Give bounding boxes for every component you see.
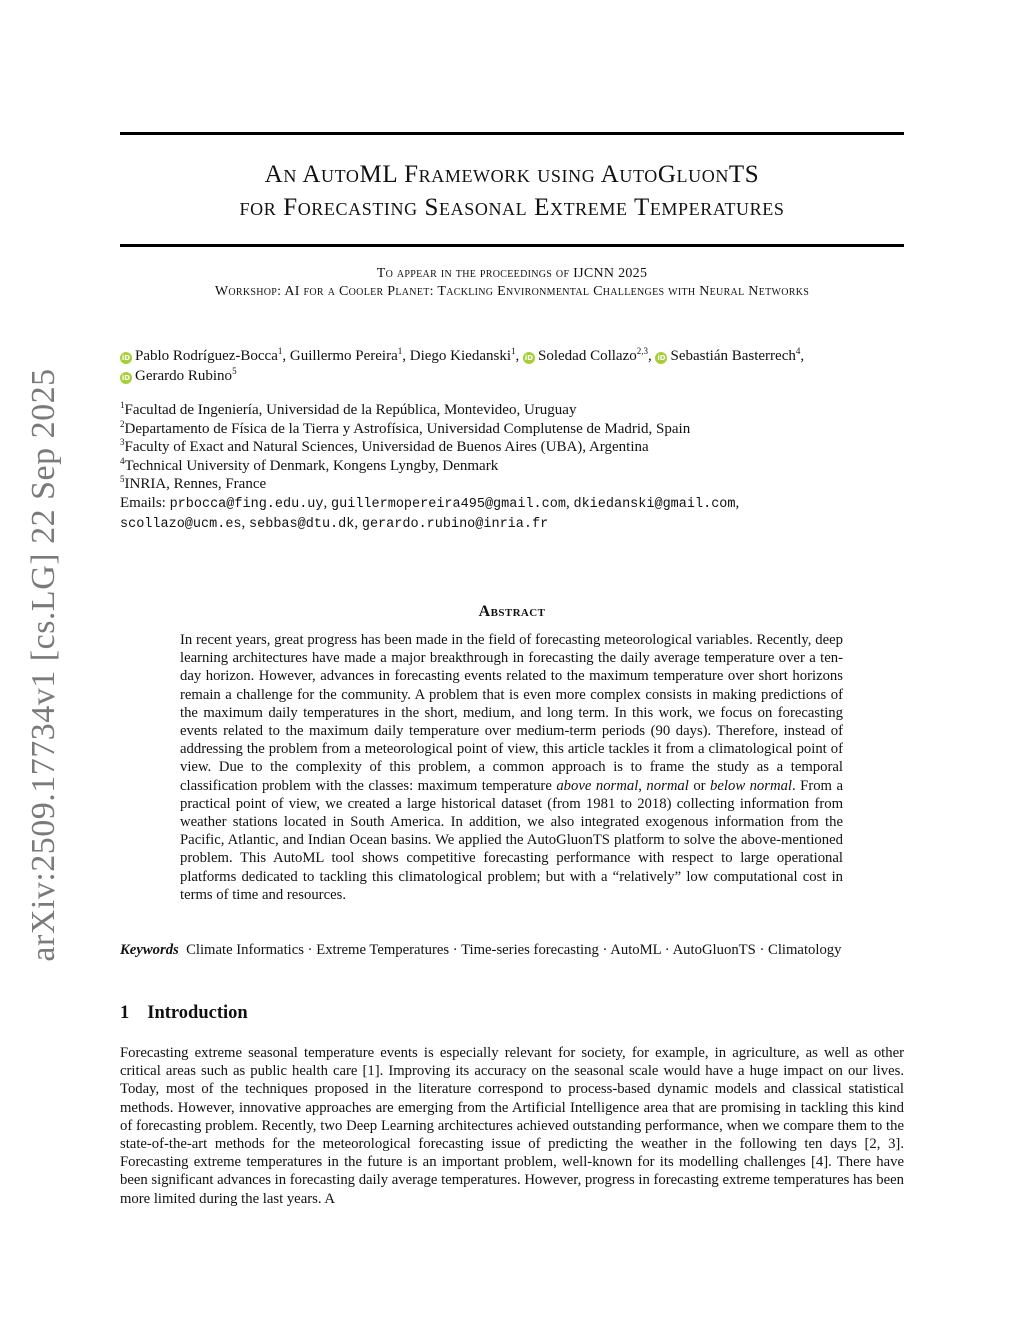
affiliation-text: Departamento de Física de la Tierra y Astrofísica, Universidad Complutense de Madrid, Spain (124, 420, 691, 437)
title-line-1: An AutoML Framework using AutoGluonTS (264, 161, 760, 188)
venue-line-2: Workshop: AI for a Cooler Planet: Tackling Environmental Challenges with Neural Networks (214, 284, 810, 299)
abstract-heading: Abstract (478, 603, 546, 620)
arxiv-identifier[interactable]: arXiv:2509.17734v1 [cs.LG] 22 Sep 2025 (25, 368, 62, 962)
emails-line-2: scollazo@ucm.es, sebbas@dtu.dk, gerardo.rubino@inria.fr (120, 515, 549, 532)
title-line-2: for Forecasting Seasonal Extreme Temperatures (239, 194, 785, 221)
affiliations (120, 401, 910, 535)
author-affil-mark: 5 (232, 366, 237, 376)
venue-note (120, 265, 904, 301)
affiliation-text: Faculty of Exact and Natural Sciences, Universidad de Buenos Aires (UBA), Argentina (124, 439, 649, 455)
author-name: Soledad Collazo (538, 348, 637, 364)
author-affil-mark: 1 (511, 346, 516, 356)
author-list (120, 346, 910, 386)
affiliation (120, 438, 910, 457)
orcid-icon[interactable]: iD (524, 354, 534, 362)
section-title: Introduction (147, 1003, 248, 1023)
affiliation-text: INRIA, Rennes, France (124, 476, 267, 492)
keyword: Climatology (768, 942, 842, 958)
section-heading (120, 1003, 248, 1024)
section-number: 1 (120, 1003, 130, 1023)
author (523, 348, 655, 364)
email-link[interactable]: prbocca@fing.edu.uy (169, 496, 324, 512)
abstract-text: In recent years, great progress has been made in the field of forecasting meteorological variables. Recently, deep learning architectures have made a major breakthrough in forecasting the daily average temperature over a ten-day horizon. However, advances in forecasting events related to the maximum temperature over short horizons remain a challenge for the community. A problem that is even more complex consists in making predictions of the maximum daily temperatures in the short, medium, and long term. In this work, we focus on forecasting events related to the maximum daily temperature over medium-term periods (90 days). Therefore, instead of addressing the problem from a meteorological point of view, this article tackles it from a climatological point of view. Due to the complexity of this problem, a common approach is to frame the study as a temporal classification problem with the classes: maximum temperature (180, 632, 843, 794)
author (655, 348, 804, 364)
affiliation-text: Facultad de Ingeniería, Universidad de la República, Montevideo, Uruguay (124, 402, 577, 418)
keyword: Extreme Temperatures (316, 942, 450, 958)
affiliation-number: 3 (120, 437, 125, 447)
author (290, 348, 410, 364)
author-affil-mark: 4 (795, 346, 801, 356)
emails-line-1: Emails: prbocca@fing.edu.uy, guillermopereira495@gmail.com, dkiedanski@gmail.com, (120, 494, 740, 512)
orcid-icon[interactable]: iD (121, 354, 131, 362)
author (120, 368, 237, 384)
author-separator: , (515, 348, 523, 364)
author-name: Pablo Rodríguez-Bocca (135, 348, 278, 364)
author (410, 348, 523, 364)
author-name: Gerardo Rubino (135, 368, 233, 384)
author (120, 348, 290, 364)
author-affil-mark: 1 (277, 346, 283, 356)
abstract-text: or (688, 777, 711, 794)
affiliation-number: 5 (120, 474, 125, 484)
affiliation (120, 457, 910, 476)
abstract-text: . From a practical point of view, we created a large historical dataset (from 1981 to 2018) collecting information from weather stations located in South America. In addition, we also integrated exogenous information from the Pacific, Atlantic, and Indian Ocean basins. We applied the AutoGluonTS platform to solve the above-mentioned problem. This AutoML tool shows competitive forecasting performance with respect to large operational platforms dedicated to tackling this climatological problem; but with a “relatively” low computational cost in terms of time and resources. (180, 777, 843, 903)
author-separator: , (402, 348, 410, 364)
email-link[interactable]: guillermopereira495@gmail.com (331, 496, 566, 512)
email-link[interactable]: sebbas@dtu.dk (249, 517, 355, 532)
author-separator: , (282, 348, 290, 364)
abstract-emphasis: below normal (710, 777, 793, 794)
keyword: AutoGluonTS (672, 942, 756, 958)
abstract-paragraph (180, 631, 843, 904)
orcid-icon[interactable]: iD (121, 374, 131, 382)
affiliation-number: 1 (120, 400, 125, 410)
keyword: AutoML (610, 942, 662, 958)
introduction-paragraph: Forecasting extreme seasonal temperature events is especially relevant for society, for example, in agriculture, as well as other critical areas such as public health care [1]. Improving its accuracy on the seasonal scale would have a huge impact on our lives. Today, most of the techniques proposed in the literature correspond to process-based dynamic models and classical statistical methods. However, innovative approaches are emerging from the Artificial Intelligence area that are promising in tackling this kind of forecasting problem. Recently, two Deep Learning architectures achieved outstanding performance, when we compare them to the state-of-the-art methods for the meteorological forecasting issue of predicting the weather in the following ten days [2, 3]. Forecasting extreme temperatures in the future is an important problem, well-known for its modelling challenges [4]. There have been significant advances in forecasting daily average temperatures. However, progress in forecasting extreme temperatures has been more limited during the last years. A (120, 1045, 904, 1207)
keyword: Time-series forecasting (461, 942, 599, 958)
abstract-text: , (638, 777, 647, 794)
title-bottom-rule (120, 244, 904, 247)
affiliation-number: 2 (120, 418, 125, 429)
email-link[interactable]: gerardo.rubino@inria.fr (361, 517, 549, 532)
affiliation (120, 475, 910, 494)
email-link[interactable]: scollazo@ucm.es (120, 517, 242, 532)
author-separator: , (647, 348, 656, 364)
venue-line-1: To appear in the proceedings of IJCNN 2025 (376, 266, 648, 281)
author-name: Diego Kiedanski (409, 348, 511, 364)
introduction-body (120, 1044, 904, 1208)
paper-title (120, 158, 904, 224)
emails-label: Emails: (120, 494, 166, 511)
affiliation-number: 4 (120, 455, 125, 466)
keywords: Keywords Climate Informatics · Extreme Temperatures · Time-series forecasting · AutoML · AutoGluonTS · Climatology (120, 942, 842, 958)
abstract-emphasis: above normal (556, 777, 639, 794)
title-top-rule (120, 132, 904, 135)
email-link[interactable]: dkiedanski@gmail.com (573, 496, 736, 512)
abstract-body (180, 631, 843, 904)
author-affil-mark: 1 (397, 346, 403, 356)
affiliation (120, 401, 910, 420)
orcid-icon[interactable]: iD (657, 354, 666, 362)
abstract-emphasis: normal (646, 777, 689, 794)
keywords-label: Keywords (120, 942, 179, 958)
author-name: Sebastián Basterrech (670, 348, 796, 364)
keyword: Climate Informatics (186, 942, 304, 958)
affiliation-text: Technical University of Denmark, Kongens Lyngby, Denmark (124, 457, 499, 474)
author-affil-mark: 2,3 (636, 346, 648, 356)
author-name: Guillermo Pereira (289, 348, 398, 364)
affiliation (120, 420, 910, 439)
author-separator: , (800, 348, 805, 364)
